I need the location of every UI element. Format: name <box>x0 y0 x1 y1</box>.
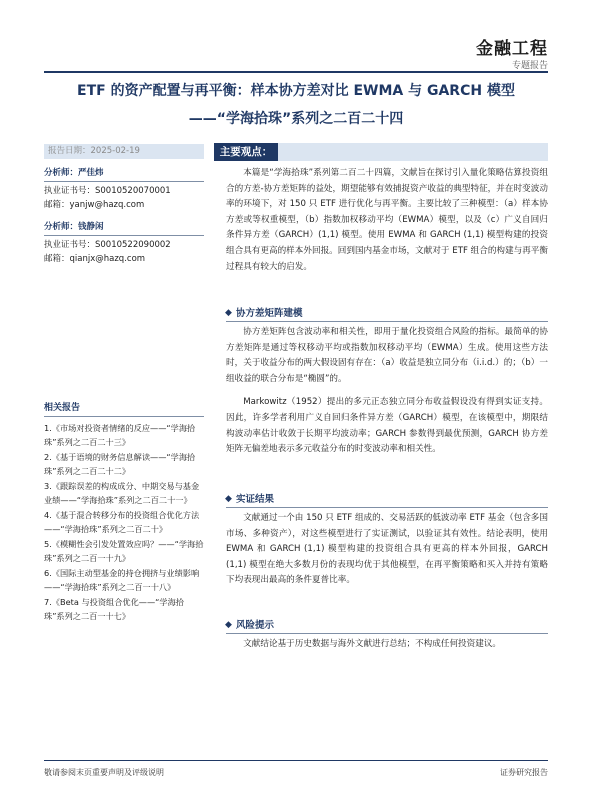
section-heading <box>226 306 548 321</box>
section-heading <box>226 618 548 633</box>
document-type-label: 专题报告 <box>511 61 548 71</box>
section-heading-text: 协方差矩阵建模 <box>236 308 303 319</box>
section-heading <box>226 492 548 507</box>
section-paragraph: 文献结论基于历史数据与海外文献进行总结；不构成任何投资建议。 <box>243 639 502 649</box>
diamond-bullet-icon: ◆ <box>225 494 232 504</box>
related-reports-title: 相关报告 <box>44 400 204 417</box>
key-points-label: 主要观点： <box>214 143 278 161</box>
related-report-item[interactable]: 6.《国际主动型基金的持仓拥挤与业绩影响——“学海拾珠”系列之二百一十八》 <box>44 568 200 592</box>
related-reports <box>44 400 204 624</box>
related-report-item[interactable]: 4.《基于混合转移分布的投资组合优化方法——“学海拾珠”系列之二百二十》 <box>44 510 200 534</box>
analyst-divider <box>44 181 204 182</box>
analyst-divider <box>44 235 204 236</box>
footer-divider <box>44 760 548 761</box>
related-report-item[interactable]: 3.《跟踪误差的构成成分、中期交易与基金业绩——“学海拾珠”系列之二百二十一》 <box>44 481 200 505</box>
section-empirical <box>226 492 548 589</box>
analyst-cert: 执业证书号：S0010520070001 <box>44 186 171 196</box>
section-divider <box>226 507 548 508</box>
report-subtitle: ——“学海拾珠”系列之二百二十四 <box>188 111 404 127</box>
brand-title: 金融工程 <box>476 39 548 59</box>
section-heading-text: 实证结果 <box>236 494 275 505</box>
related-report-item[interactable]: 2.《基于语境的财务信息解读——“学海拾珠”系列之二百二十二》 <box>44 452 196 476</box>
analyst-name: 分析师：严佳炜 <box>44 168 104 178</box>
related-report-item[interactable]: 1.《市场对投资者情绪的反应——“学海拾珠”系列之二百二十三》 <box>44 423 196 447</box>
related-report-item[interactable]: 7.《Beta 与投资组合优化——“学海拾珠”系列之二百一十七》 <box>44 597 184 621</box>
key-points-header <box>214 143 548 161</box>
section-paragraph: 文献通过一个由 150 只 ETF 组成的、交易活跃的低波动率 ETF 基金（包含多国市场、多种资产），对这些模型进行了实证测试，以验证其有效性。结论表明，使用 EWMA 和 GARCH (1,1) 模型构建的投资组合具有更高的样本外回报，GARCH (1,1) 模型在绝大多数月份的表现均优于其他模型，在再平衡策略和买入并持有策略下均表现出最高的条件夏普比率。 <box>226 513 548 586</box>
section-divider <box>226 633 548 634</box>
analyst-email[interactable]: 邮箱：qianjx@hazq.com <box>44 254 146 264</box>
section-risk <box>226 618 548 653</box>
section-divider <box>226 321 548 322</box>
section-paragraph: 协方差矩阵包含波动率和相关性，即用于量化投资组合风险的指标。最简单的协方差矩阵是通过等权移动平均或指数加权移动平均（EWMA）生成。使用这些方法时，关于收益分布的两大假设固有存在：（a）收益是独立同分布（i.i.d.）的；（b）一组收益的联合分布是“椭圆”的。 <box>226 327 548 384</box>
analyst-name: 分析师：钱静闲 <box>44 222 104 232</box>
intro-paragraph: 本篇是“学海拾珠”系列第二百二十四篇，文献旨在探讨引入量化策略估算投资组合的方差-协方差矩阵的益处，期望能够有效捕捉资产收益的典型特征，并在时变波动率的环境下，对 150 只 ETF 进行优化与再平衡。主要比较了三种模型：（a）样本协方差或等权重模型，（b）指数加权移动平均（EWMA）模型，以及（c）广义自回归条件异方差（GARCH）(1,1) 模型。使用 EWMA 和 GARCH (1,1) 模型构建的投资组合具有更高的样本外回报。回到国内基金市场，文献对于 ETF 组合的构建与再平衡过程具有较大的启发。 <box>226 168 548 272</box>
header-divider <box>44 71 548 73</box>
diamond-bullet-icon: ◆ <box>225 620 232 630</box>
related-report-item[interactable]: 5.《模糊性会引发处置效应吗？——“学海拾珠”系列之二百一十九》 <box>44 539 204 563</box>
diamond-bullet-icon: ◆ <box>225 308 232 318</box>
section-covariance <box>226 306 548 458</box>
footer-disclaimer: 敬请参阅末页重要声明及评级说明 <box>44 768 164 777</box>
intro-block <box>226 166 548 275</box>
section-paragraph: Markowitz（1952）提出的多元正态独立同分布收益假设没有得到实证支持。因此，许多学者利用广义自回归条件异方差（GARCH）模型，在该模型中，期限结构波动率估计收敛于长期平均波动率；GARCH 参数得到最优预测，GARCH 协方差矩阵无偏差地表示多元收益分布的时变波动率和相关性。 <box>226 397 548 455</box>
section-heading-text: 风险提示 <box>236 620 275 631</box>
analyst-card <box>44 166 204 212</box>
report-date: 报告日期：2025-02-19 <box>44 144 204 159</box>
analyst-card <box>44 220 204 266</box>
analyst-email[interactable]: 邮箱：yanjw@hazq.com <box>44 200 145 210</box>
related-reports-list <box>44 421 204 623</box>
report-title: ETF 的资产配置与再平衡：样本协方差对比 EWMA 与 GARCH 模型 <box>77 83 515 99</box>
footer-label: 证券研究报告 <box>500 768 548 777</box>
analyst-cert: 执业证书号：S0010522090002 <box>44 240 171 250</box>
